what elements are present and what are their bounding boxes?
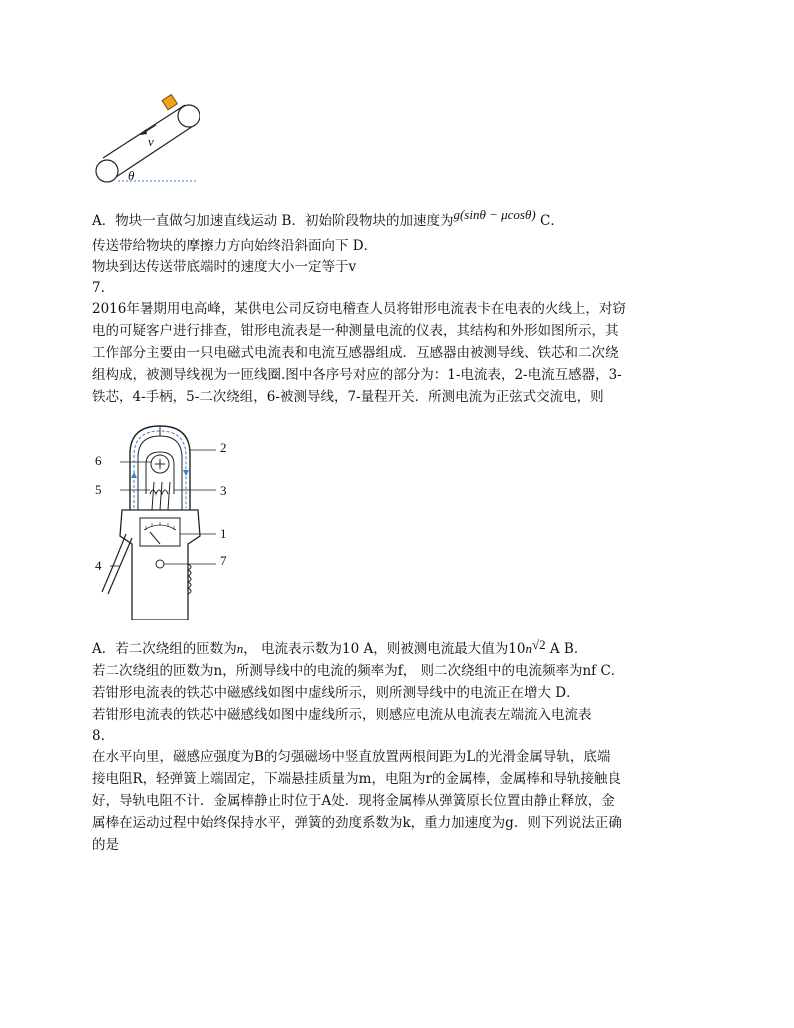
turns-symbol: n [525, 641, 532, 656]
q6-options-line-1 [92, 207, 564, 230]
figure-label-3: 3 [220, 483, 227, 498]
q7-option-text: ， 电流表示数为10 A，则被测电流最大值为10 [243, 641, 526, 657]
q7-stem-line: 2016年暑期用电高峰，某供电公司反窃电稽查人员将钳形电流表卡在电表的火线上，对窃 [92, 301, 626, 317]
q7-options-line-2: 若二次绕组的匝数为n，所测导线中的电流的频率为f， 则二次绕组中的电流频率为nf C． [92, 663, 625, 679]
q7-stem-line: 工作部分主要由一只电磁式电流表和电流互感器组成．互感器由被测导线、铁芯和二次绕 [92, 345, 619, 361]
velocity-label: v [148, 134, 154, 149]
q7-number: 7. [92, 280, 105, 296]
q8-stem-line: 的是 [92, 837, 119, 853]
q8-stem-line: 属棒在运动过程中始终保持水平，弹簧的劲度系数为k，重力加速度为g．则下列说法正确 [92, 815, 622, 831]
q7-stem-line: 组构成，被测导线视为一匝线圈.图中各序号对应的部分为：1-电流表，2-电流互感器，3- [92, 367, 622, 383]
q7-options-line-1 [92, 637, 588, 658]
q7-options-line-4: 若钳形电流表的铁芯中磁感线如图中虚线所示，则感应电流从电流表左端流入电流表 [92, 707, 592, 723]
sqrt-two: √2 [531, 637, 546, 652]
q6-options-line-2: 传送带给物块的摩擦力方向始终沿斜面向下 D． [92, 238, 378, 254]
acceleration-formula: g(sinθ − μcosθ) [453, 207, 536, 222]
q8-stem-line: 在水平向里，磁感应强度为B的匀强磁场中竖直放置两根间距为L的光滑金属导轨，底端 [92, 749, 611, 765]
q7-option-text: A．若二次绕组的匝数为 [92, 641, 237, 657]
q6-options-line-3: 物块到达传送带底端时的速度大小一定等于v [92, 259, 357, 275]
conveyor-belt-figure [90, 92, 200, 188]
angle-theta-label: θ [128, 168, 135, 183]
q7-options-line-3: 若钳形电流表的铁芯中磁感线如图中虚线所示，则所测导线中的电流正在增大 D． [92, 685, 580, 701]
turns-symbol: n [236, 641, 244, 656]
figure-label-2: 2 [220, 440, 227, 455]
q8-stem-line: 接电阻R，轻弹簧上端固定，下端悬挂质量为m，电阻为r的金属棒，金属棒和导轨接触良 [92, 771, 621, 787]
figure-label-4: 4 [95, 558, 102, 573]
q6-option-text: A．物块一直做匀加速直线运动 B．初始阶段物块的加速度为 [92, 213, 454, 229]
figure-label-6: 6 [95, 453, 102, 468]
figure-label-5: 5 [95, 482, 102, 497]
q8-stem-line: 好，导轨电阻不计．金属棒静止时位于A处．现将金属棒从弹簧原长位置由静止释放，金 [92, 793, 615, 809]
figure-label-7: 7 [220, 553, 227, 568]
q7-stem-line: 电的可疑客户进行排查，钳形电流表是一种测量电流的仪表，其结构和外形如图所示，其 [92, 323, 619, 339]
q7-option-text: A B． [545, 641, 588, 657]
q8-number: 8. [92, 728, 105, 744]
figure-label-1: 1 [220, 526, 227, 541]
q6-option-c-label: C． [540, 213, 564, 229]
q7-stem-line: 铁芯，4-手柄，5-二次绕组，6-被测导线，7-量程开关．所测电流为正弦式交流电，则 [92, 389, 604, 405]
